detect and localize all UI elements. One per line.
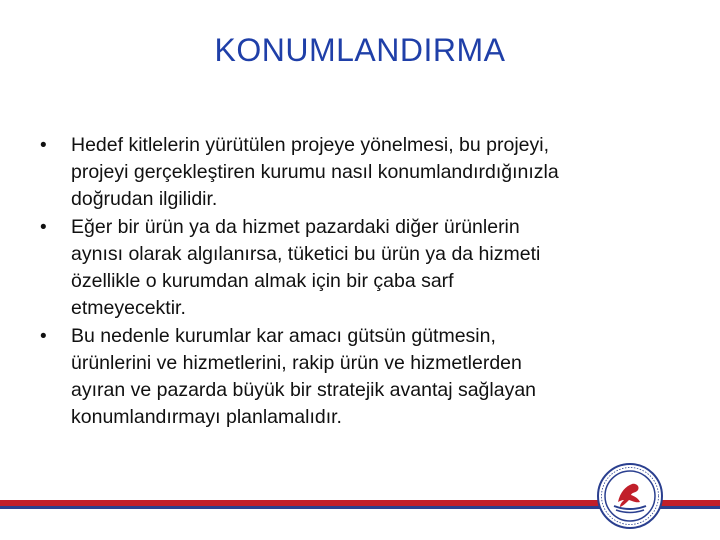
bullet-icon: •	[40, 217, 47, 238]
bullet-line: Eğer bir ürün ya da hizmet pazardaki diğer ürünlerin	[71, 216, 520, 238]
bullet-list	[40, 132, 700, 432]
bullet-item	[40, 132, 700, 213]
bullet-item	[40, 323, 700, 431]
bullet-line: aynısı olarak algılanırsa, tüketici bu ürün ya da hizmeti	[71, 243, 541, 265]
bullet-line: konumlandırmayı planlamalıdır.	[71, 406, 342, 428]
bullet-line: etmeyecektir.	[71, 297, 186, 319]
bullet-line: Bu nedenle kurumlar kar amacı gütsün gütmesin,	[71, 325, 496, 347]
slide-title: KONUMLANDIRMA	[214, 32, 506, 68]
bullet-line: ayıran ve pazarda büyük bir stratejik avantaj sağlayan	[71, 379, 537, 401]
university-seal-icon	[596, 462, 664, 530]
bullet-icon: •	[40, 326, 47, 347]
bullet-line: projeyi gerçekleştiren kurumu nasıl konumlandırdığınızla	[71, 161, 559, 183]
bullet-item	[40, 214, 700, 322]
bullet-line: Hedef kitlelerin yürütülen projeye yönelmesi, bu projeyi,	[71, 134, 549, 156]
bullet-line: özellikle o kurumdan almak için bir çaba sarf	[71, 270, 454, 292]
bullet-icon: •	[40, 135, 47, 156]
bullet-line: ürünlerini ve hizmetlerini, rakip ürün ve hizmetlerden	[71, 352, 522, 374]
bullet-line: doğrudan ilgilidir.	[71, 188, 218, 210]
